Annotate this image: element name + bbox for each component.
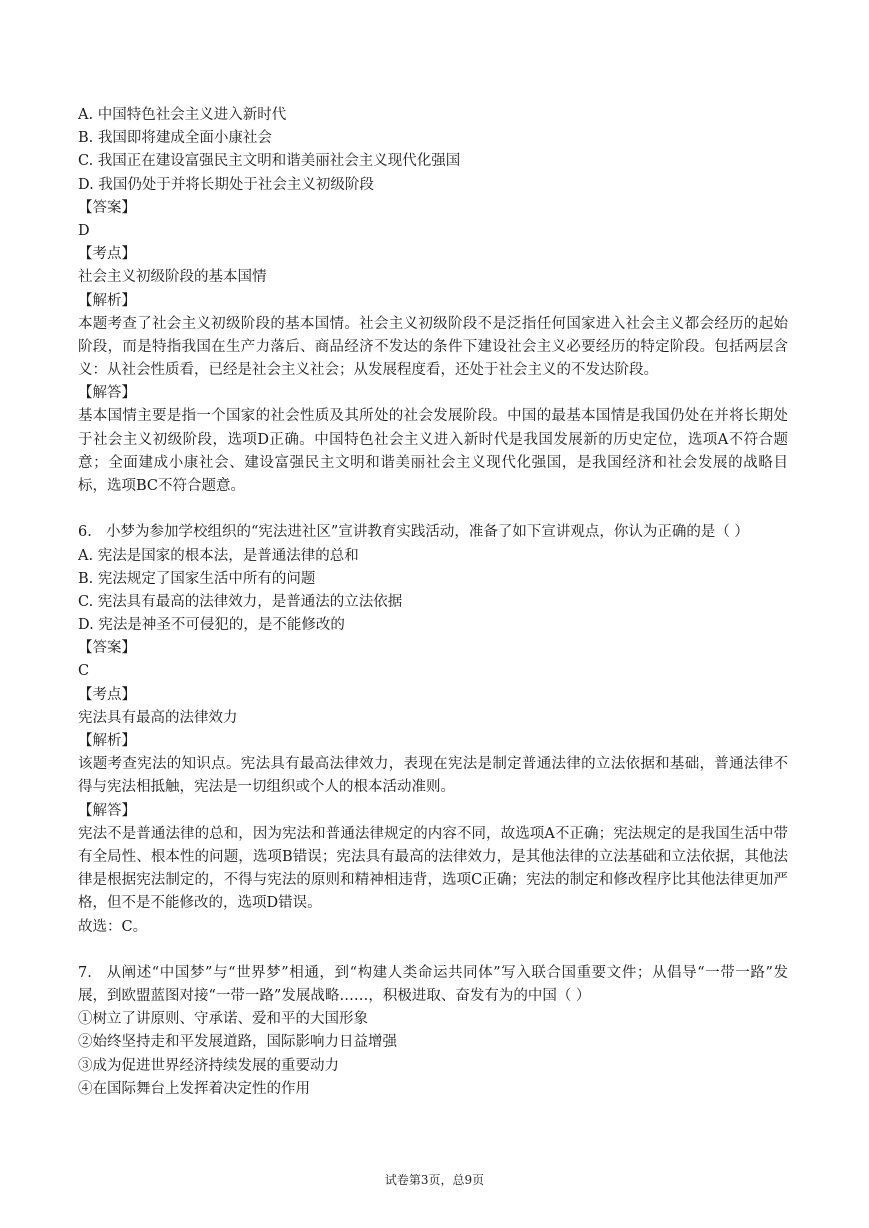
answer-label: 【答案】	[78, 640, 136, 657]
analysis-text: 该题考查宪法的知识点。宪法具有最高法律效力，表现在宪法是制定普通法律的立法依据和基础，普通法律不得与宪法相抵触，宪法是一切组织或个人的根本活动准则。	[78, 756, 788, 796]
point-text: 社会主义初级阶段的基本国情	[78, 269, 267, 286]
question-5	[78, 104, 788, 498]
answer-value: D	[78, 222, 90, 239]
point-label: 【考点】	[78, 246, 136, 263]
solution-label: 【解答】	[78, 385, 136, 402]
solution-text: 宪法不是普通法律的总和，因为宪法和普通法律规定的内容不同，故选项A不正确；宪法规定的是我国生活中带有全局性、根本性的问题，选项B错误；宪法具有最高的法律效力，是其他法律的立法基础和立法依据，其他法律是根据宪法制定的，不得与宪法的原则和精神相违背，选项C正确；宪法的制定和修改程序比其他法律更加严格，但不是不能修改的，选项D错误。	[78, 825, 788, 912]
analysis-label: 【解析】	[78, 292, 136, 309]
question-stem	[78, 521, 788, 544]
statement-4: ④在国际舞台上发挥着决定性的作用	[78, 1080, 310, 1097]
question-stem	[78, 962, 788, 1008]
statement-3: ③成为促进世界经济持续发展的重要动力	[78, 1057, 339, 1074]
question-7	[78, 962, 788, 1101]
option-d: D. 宪法是神圣不可侵犯的，是不能修改的	[78, 617, 345, 634]
option-c: C. 宪法具有最高的法律效力，是普通法的立法依据	[78, 593, 403, 610]
conclusion-text: 故选：C。	[78, 918, 148, 935]
question-number: 7.	[78, 964, 92, 981]
page-content	[78, 104, 788, 1101]
solution-text: 基本国情主要是指一个国家的社会性质及其所处的社会发展阶段。中国的最基本国情是我国仍处在并将长期处于社会主义初级阶段，选项D正确。中国特色社会主义进入新时代是我国发展新的历史定位，选项A不符合题意；全面建成小康社会、建设富强民主文明和谐美丽社会主义现代化强国，是我国经济和社会发展的战略目标，选项BC不符合题意。	[78, 408, 788, 495]
answer-label: 【答案】	[78, 199, 136, 216]
analysis-label: 【解析】	[78, 733, 136, 749]
option-a: A. 中国特色社会主义进入新时代	[78, 107, 287, 123]
question-number: 6.	[78, 524, 92, 541]
point-text: 宪法具有最高的法律效力	[78, 709, 238, 726]
option-d: D. 我国仍处于并将长期处于社会主义初级阶段	[78, 176, 374, 193]
page-footer: 试卷第3页，总9页	[384, 1173, 485, 1187]
question-6	[78, 521, 788, 938]
option-b: B. 我国即将建成全面小康社会	[78, 130, 272, 147]
analysis-text: 本题考查了社会主义初级阶段的基本国情。社会主义初级阶段不是泛指任何国家进入社会主义都会经历的起始阶段，而是特指我国在生产力落后、商品经济不发达的条件下建设社会主义必要经历的特定阶段。包括两层含义：从社会性质看，已经是社会主义社会；从发展程度看，还处于社会主义的不发达阶段。	[78, 315, 788, 379]
spacer	[78, 939, 788, 962]
answer-value: C	[78, 663, 90, 680]
statement-2: ②始终坚持走和平发展道路，国际影响力日益增强	[78, 1034, 397, 1051]
spacer	[78, 498, 788, 521]
statement-1: ①树立了讲原则、守承诺、爱和平的大国形象	[78, 1011, 368, 1028]
point-label: 【考点】	[78, 686, 136, 703]
option-c: C. 我国正在建设富强民主文明和谐美丽社会主义现代化强国	[78, 153, 461, 170]
option-b: B. 宪法规定了国家生活中所有的问题	[78, 570, 316, 587]
option-a: A. 宪法是国家的根本法，是普通法律的总和	[78, 547, 359, 564]
question-text: 从阐述“中国梦”与“世界梦”相通，到“构建人类命运共同体”写入联合国重要文件；从倡导“一带一路”发展，到欧盟蓝图对接“一带一路”发展战略……，积极进取、奋发有为的中国（ ）	[78, 964, 788, 1004]
question-text: 小梦为参加学校组织的“宪法进社区”宣讲教育实践活动，准备了如下宣讲观点，你认为正确的是（ ）	[106, 524, 749, 541]
solution-label: 【解答】	[78, 802, 136, 819]
